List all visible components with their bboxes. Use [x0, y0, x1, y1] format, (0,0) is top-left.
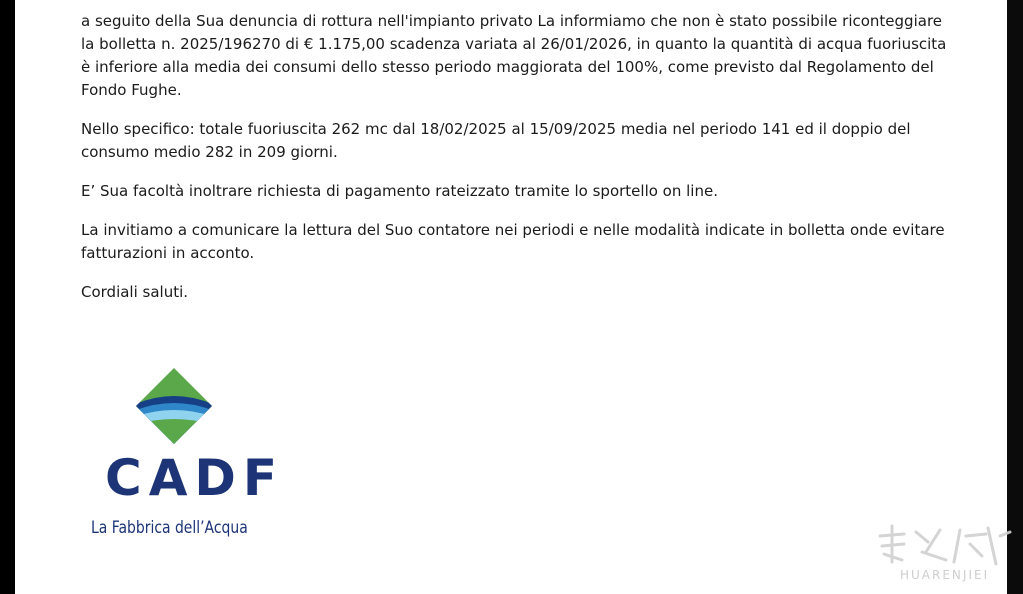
paragraph-details: Nello specifico: totale fuoriuscita 262 mc dal 18/02/2025 al 15/09/2025 media nel periodo 141 ed il doppio del consumo medio 282 in 209 giorni. [81, 120, 911, 161]
paragraph-meter-reading: La invitiamo a comunicare la lettura del Suo contatore nei periodi e nelle modalità indicate in bolletta onde evitare fatturazioni in acconto. [81, 221, 945, 262]
cadf-logo-tagline: La Fabbrica dell’Acqua [91, 518, 248, 538]
paragraph-rejection: a seguito della Sua denuncia di rottura nell'impianto privato La informiamo che non è stato possibile riconteggiare la bolletta n. 2025/196270 di € 1.175,00 scadenza variata al 26/01/2026, in quanto la quantità di acqua fuoriuscita è inferiore alla media dei consumi dello stesso periodo maggiorata del 100%, come previsto dal Regolamento del Fondo Fughe. [81, 12, 947, 99]
letter-body [81, 10, 961, 320]
cadf-logo-name: CADF [105, 449, 285, 507]
paragraph-closing: Cordiali saluti. [81, 283, 189, 301]
viewer-edge [1007, 0, 1023, 594]
document-page [15, 0, 1007, 594]
cadf-logo-mark-icon [136, 368, 212, 444]
huarenjie-calligraphy-watermark-icon [870, 522, 1020, 570]
watermark-text: HUARENJIEI [900, 568, 990, 582]
paragraph-installments: E’ Sua facoltà inoltrare richiesta di pagamento rateizzato tramite lo sportello on line. [81, 182, 718, 200]
watermark [870, 522, 1020, 590]
cadf-logo [81, 368, 285, 548]
